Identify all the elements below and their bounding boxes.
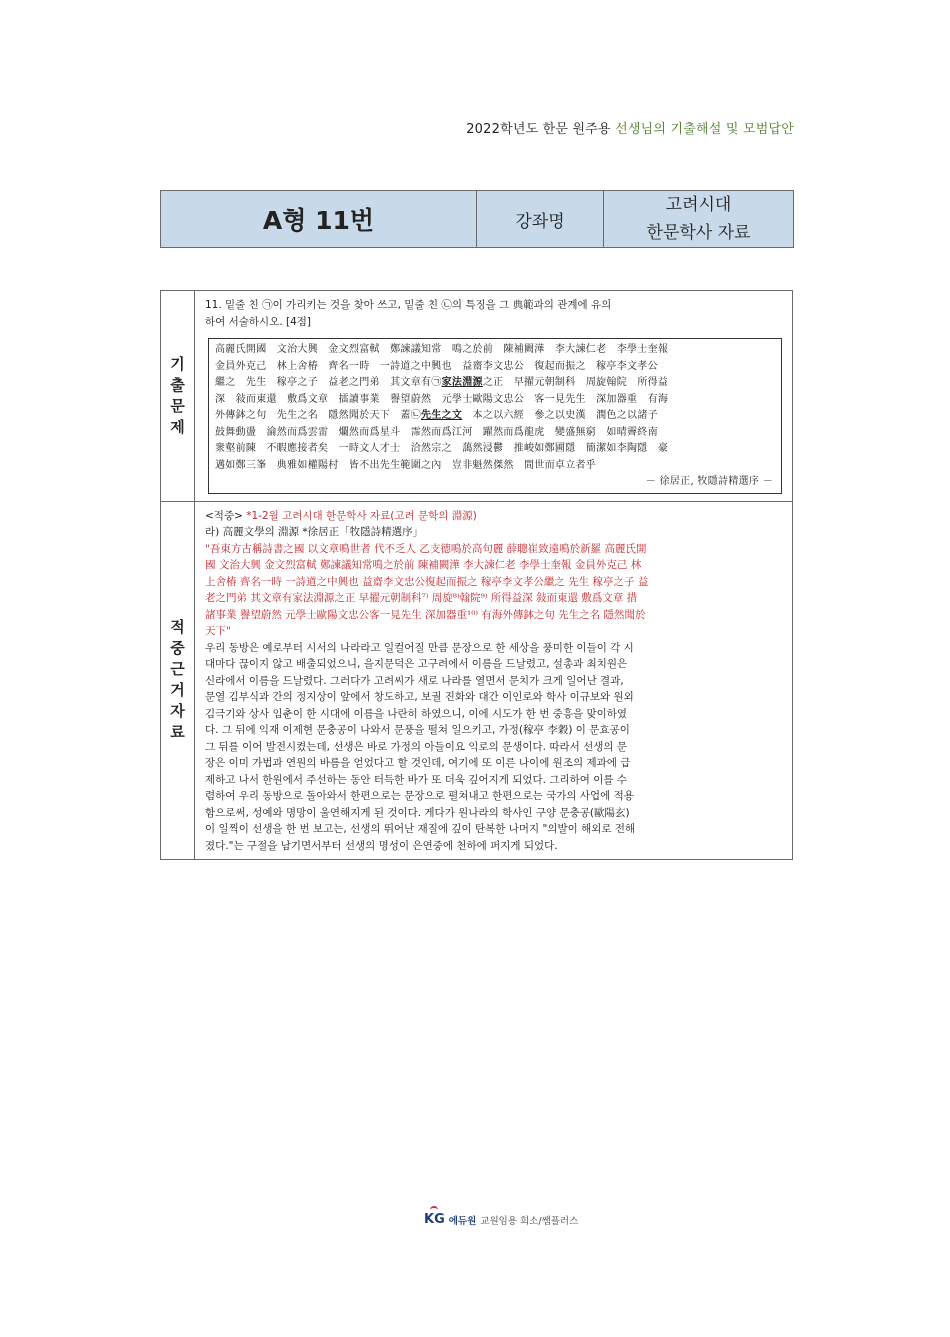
- title-box: [160, 190, 794, 248]
- running-header: [466, 118, 794, 137]
- underlined-phrase-a: 家法淵源: [441, 377, 483, 388]
- passage-text: 外傳鉢之句 先生之名 隱然聞於天下 蓋: [215, 410, 411, 421]
- translation-line: 렴하여 우리 동방으로 돌아와서 한편으로는 문장으로 펼쳐내고 한편으로는 국가의 사업에 적용: [205, 790, 634, 802]
- red-quote-line: 上舍椿 齊名一時 一詩道之中興也 益齋李文忠公復起而振之 稼亭李文孝公繼之 先生 稼亭之子 益: [205, 575, 649, 588]
- side-char: 근: [170, 660, 185, 679]
- passage-line: 邁如鄭三峯 典雅如權陽村 皆不出先生範圍之內 豈非魁然傑然 間世而卓立者乎: [215, 459, 597, 471]
- question-line: 11. 밑줄 친 ㉠이 가리키는 것을 찾아 쓰고, 밑줄 친 ㉡의 특징을 그 典範과의 관계에 유의: [205, 299, 612, 311]
- question-row: [161, 291, 793, 502]
- translation-line: 장은 이미 가법과 연원의 바름을 얻었다고 할 것인데, 여기에 또 이른 나이에 원조의 제과에 급: [205, 757, 631, 769]
- side-char: 기: [170, 354, 185, 373]
- side-char: 제: [170, 417, 185, 436]
- passage-attribution: － 徐居正, 牧隱詩精選序 －: [645, 476, 773, 487]
- translation-line: 졌다."는 구절을 남기면서부터 선생의 명성이 은연중에 천하에 퍼지게 되었다.: [205, 839, 558, 852]
- answer-row: [161, 501, 793, 860]
- translation-line: 다. 그 뒤에 익재 이제현 문충공이 나와서 문풍을 떨쳐 일으키고, 가정(稼亭 李穀) 이 문효공이: [205, 724, 630, 736]
- content-table: [160, 290, 793, 860]
- translation-line: 이 일찍이 선생을 한 번 보고는, 선생의 뛰어난 재질에 깊이 탄복한 나머지 "의발이 해외로 전해: [205, 823, 636, 835]
- translation-line: 대마다 끊이지 않고 배출되었으니, 을지문덕은 고구려에서 이름을 드날렸고, 설총과 최치원은: [205, 658, 628, 670]
- red-quote-line: 天下": [205, 625, 231, 637]
- footer-text: 교원임용 희소/쌤플러스: [480, 1215, 579, 1227]
- logo-swoosh-icon: [430, 1206, 438, 1214]
- footer-logo: [424, 1212, 578, 1227]
- translation-line: 김극기와 상사 임춘이 한 시대에 이름을 나란히 하였으니, 이에 시도가 한 번 중흥을 맞이하였: [205, 707, 628, 720]
- korean-translation: [205, 640, 782, 855]
- course-name: [604, 191, 793, 247]
- passage-line: 高麗氏開國 文治大興 金文烈富軾 鄭諫議知常 鳴之於前 陳補闕澕 李大諫仁老 李學士奎報: [215, 344, 669, 355]
- course-name-line2: 한문학사 자료: [646, 223, 751, 243]
- translation-line: 그 뒤를 이어 발전시켰는데, 선생은 바로 가정의 아들이요 익로의 문생이다. 따라서 선생의 문: [205, 740, 628, 753]
- question-body: [195, 291, 793, 502]
- side-char: 문: [170, 396, 185, 415]
- passage-line: 金員外克己 林上舍椿 齊名一時 一詩道之中興也 益齋李文忠公 復起而振之 稼亭李文孝公: [215, 360, 658, 372]
- mark-a: ㉠: [431, 377, 442, 388]
- side-char: 중: [170, 639, 185, 658]
- answer-subheading: 라) 高麗文學의 淵源 *徐居正「牧隱詩精選序」: [205, 526, 424, 538]
- passage-text: 之正 早擢元朝制科 周旋翰院 所得益: [482, 377, 669, 388]
- kg-logo: [424, 1212, 445, 1227]
- side-char: 료: [170, 723, 185, 742]
- course-label: 강좌명: [477, 191, 604, 247]
- course-name-line1: 고려시대: [665, 195, 732, 215]
- answer-label-prefix: <적중>: [205, 509, 247, 522]
- answer-label: [205, 508, 782, 525]
- side-char: 거: [170, 681, 185, 700]
- underlined-phrase-b: 先生之文: [421, 410, 463, 421]
- red-quote-line: "吾東方古稱詩書之國 以文章鳴世者 代不乏人 乙支德鳴於高句麗 薛聰崔致遠鳴於新羅 高麗氏開: [205, 542, 647, 555]
- exam-label: A형 11번: [161, 191, 477, 247]
- answer-body: [195, 501, 793, 860]
- passage-line: 鼓舞動盪 淪然而爲雲雷 爛然而爲星斗 霈然而爲江河 躍然而爲龍虎 變盛無窮 如晴霽終南: [215, 426, 658, 438]
- translation-line: 제하고 나서 한원에서 주선하는 동안 터득한 바가 또 더욱 깊어지게 되었다. 그리하여 이를 수: [205, 773, 628, 786]
- passage-line: [215, 375, 775, 392]
- passage-line: [215, 408, 775, 425]
- header-prefix: 2022학년도 한문 원주용: [466, 122, 616, 137]
- translation-line: 신라에서 이름을 드날렸다. 그러다가 고려씨가 새로 나라를 열면서 문치가 크게 일어난 결과,: [205, 674, 624, 687]
- passage-text: 繼之 先生 稼亭之子 益老之門弟 其文章有: [215, 377, 432, 388]
- question-side-label: [162, 354, 193, 438]
- passage-line: 深 敍而東還 敷爲文章 擂讀事業 譽望蔚然 元學士歐陽文忠公 客一見先生 深加器重 有海: [215, 393, 669, 405]
- translation-line: 함으로써, 성예와 명망이 울연해지게 된 것이다. 게다가 원나라의 학사인 구양 문충공(歐陽玄): [205, 806, 630, 819]
- answer-side-cell: [161, 501, 195, 860]
- answer-side-label: [162, 617, 193, 743]
- red-quote-line: 老之門弟 其文章有家法淵源之正 早擢元朝制科⁷⁾ 周旋⁸⁾翰院⁹⁾ 所得益深 敍而東還 敷爲文章 措: [205, 592, 638, 604]
- brand-name: 에듀원: [448, 1215, 477, 1227]
- side-char: 자: [170, 702, 185, 721]
- red-quote-block: [205, 541, 782, 640]
- translation-line: 우리 동방은 예로부터 시서의 나라라고 일컬어질 만큼 문장으로 한 세상을 풍미한 이들이 각 시: [205, 641, 634, 654]
- passage-text: 本之以六經 參之以史漢 潤色之以諸子: [462, 410, 658, 421]
- question-line: 하여 서술하시오. [4점]: [205, 315, 312, 328]
- red-quote-line: 諸事業 譽望蔚然 元學士歐陽文忠公客一見先生 深加器重¹⁰⁾ 有海外傳鉢之句 先生之名 隱然聞於: [205, 608, 646, 621]
- header-highlight: 선생님의 기출해설 및 모범답안: [615, 122, 794, 137]
- question-side-cell: [161, 291, 195, 502]
- passage-box: [208, 338, 782, 494]
- side-char: 적: [170, 618, 185, 637]
- red-quote-line: 國 文治大興 金文烈富軾 鄭諫議知常鳴之於前 陳補闕澕 李大諫仁老 李學士奎報 金員外克己 林: [205, 559, 642, 571]
- passage-line: 衆壑前陳 不暇應接者矣 一時文人才士 洽然宗之 藹然浸鬱 推峻如鄭圃隱 簡潔如李陶隱 豪: [215, 443, 669, 454]
- kg-text: KG: [424, 1212, 445, 1227]
- mark-b: ㉡: [410, 410, 422, 421]
- side-char: 출: [170, 375, 185, 394]
- answer-label-red: *1-2월 고려시대 한문학사 자료(고려 문학의 淵源): [246, 509, 477, 522]
- translation-line: 문열 김부식과 간의 정지상이 앞에서 창도하고, 보궐 진화와 대간 이인로와 학사 이규보와 원외: [205, 691, 634, 703]
